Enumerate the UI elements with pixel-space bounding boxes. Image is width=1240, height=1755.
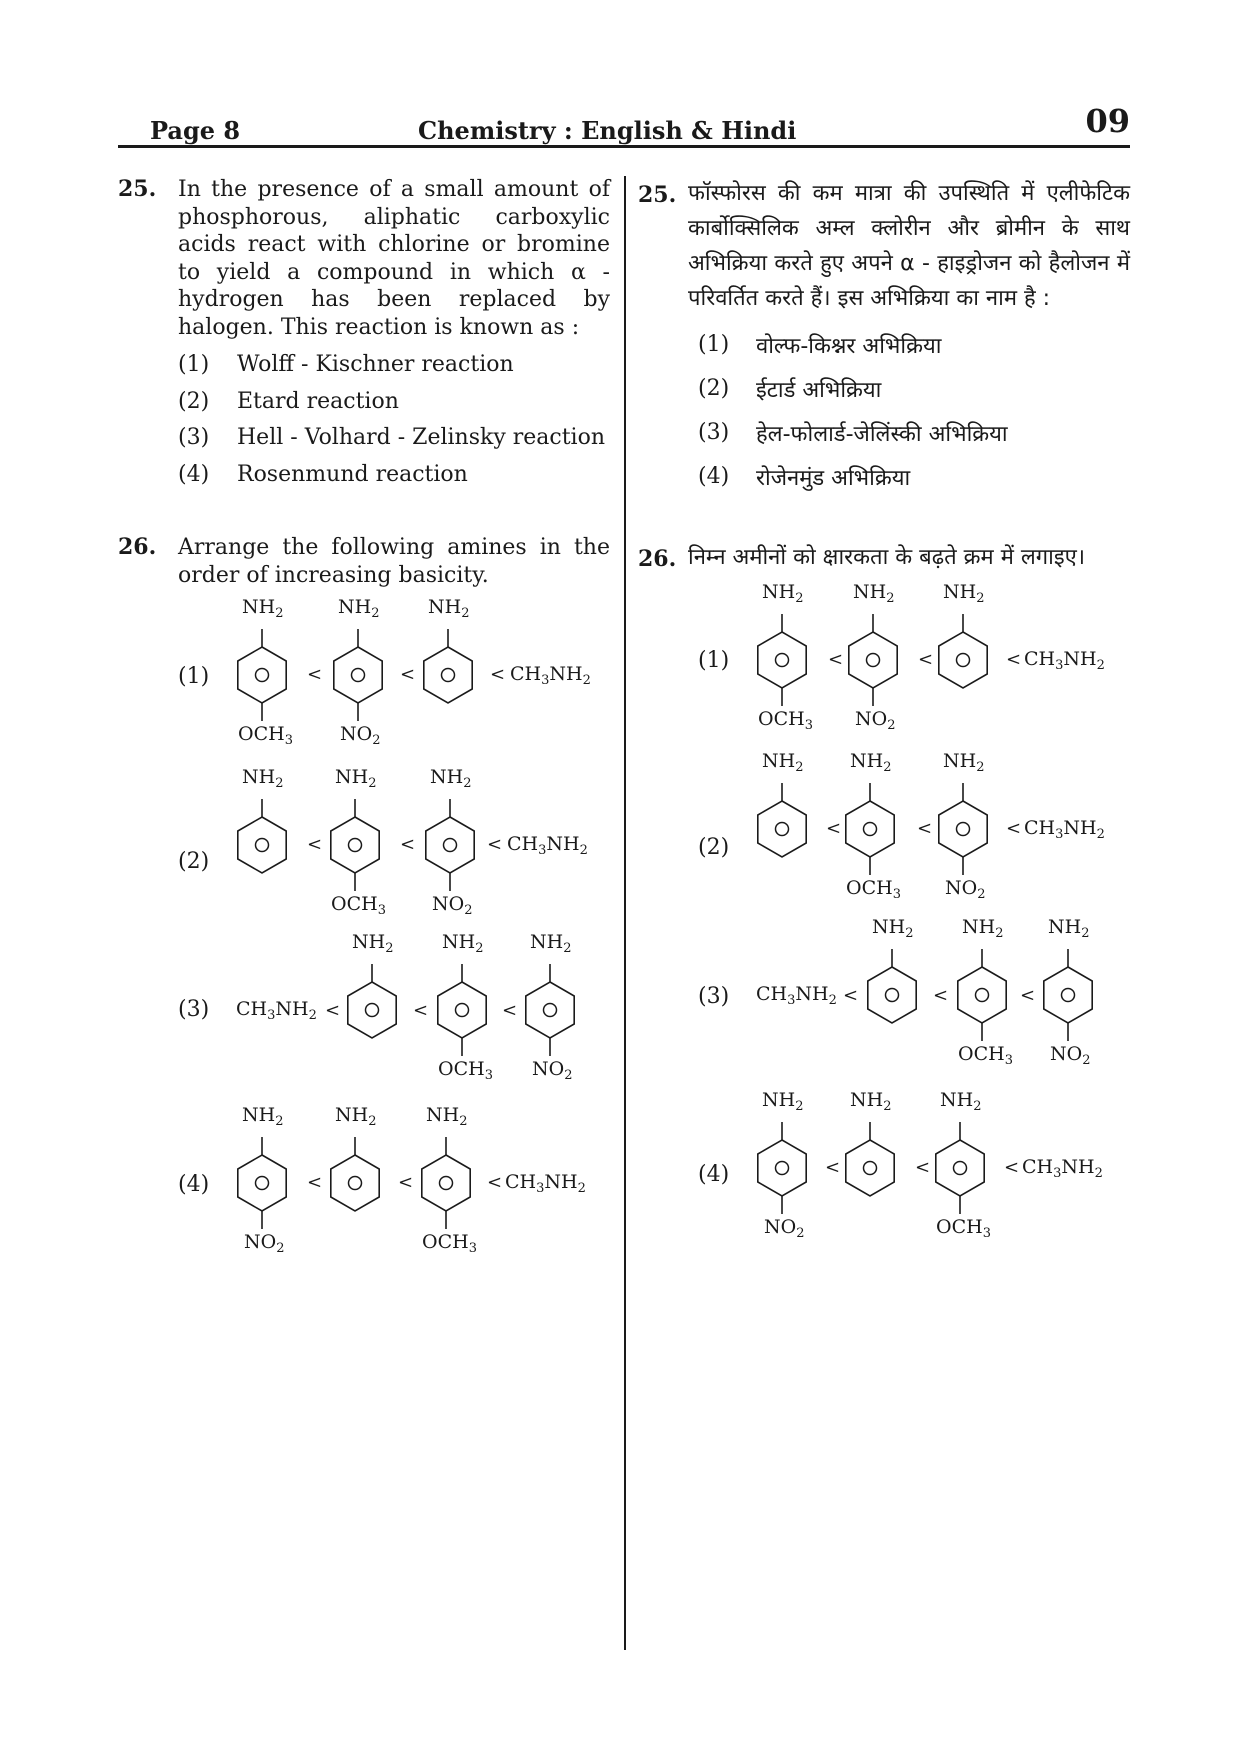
en-opt4-ring-1-nh2-label: $NH_2$ [242,1104,284,1129]
hi-q25-opt3-text: हेल-फोलार्ड-जेलिंस्की अभिक्रिया [756,422,1008,447]
en-opt3-ring-2-nh2-label: $NH_2$ [442,931,484,956]
en-q26-opt4-num: (4) [178,1172,210,1197]
hi-opt3-ring-1-nh2-label: $NH_2$ [872,916,914,941]
en-q25-opt1-text: Wolff - Kischner reaction [237,352,514,377]
en-opt2-ring-3-nh2-label: $NH_2$ [430,766,472,791]
hi-opt4-methylamine: $CH_3NH_2$ [1022,1156,1103,1181]
en-q25-opt2-text: Etard reaction [237,389,399,414]
en-opt3-ring-2-och3-label: $OCH_3$ [438,1058,493,1083]
en-opt2-less-than-1: < [307,834,323,855]
en-q25-opt3-text: Hell - Volhard - Zelinsky reaction [237,425,606,450]
en-opt3-less-than-3: < [502,1000,518,1021]
hexagon-ring [238,647,286,703]
en-opt1-less-than-3: < [490,664,506,685]
page-header [118,102,1130,148]
aromatic-circle [954,1162,967,1175]
hi-q25-opt2-num: (2) [698,376,730,401]
hi-opt1-methylamine: $CH_3NH_2$ [1024,648,1105,673]
hexagon-ring [422,1155,470,1211]
hexagon-ring [936,1140,984,1196]
hexagon-ring [238,817,286,873]
en-opt3-ring-3-no2-label: $NO_2$ [532,1058,573,1083]
hi-opt3-ring-2 [942,930,1022,1060]
hi-opt2-ring-1-nh2-label: $NH_2$ [762,750,804,775]
aromatic-circle [1062,989,1075,1002]
en-opt2-methylamine: $CH_3NH_2$ [507,833,588,858]
hexagon-ring [426,817,474,873]
en-opt1-ring-3 [408,610,488,740]
hi-opt2-less-than-2: < [917,818,933,839]
en-q25-opt1-num: (1) [178,352,210,377]
en-opt4-ring-2-nh2-label: $NH_2$ [335,1104,377,1129]
hi-opt1-ring-2-nh2-label: $NH_2$ [853,581,895,606]
aromatic-circle [256,839,269,852]
hi-opt3-ring-1 [852,930,932,1060]
hi-opt2-less-than-3: < [1006,818,1022,839]
en-q26-opt3-num: (3) [178,997,210,1022]
hi-opt1-ring-2-no2-label: $NO_2$ [855,708,896,733]
en-q25-number: 25. [118,176,157,202]
aromatic-circle [349,839,362,852]
hexagon-ring [1044,967,1092,1023]
hi-opt4-less-than-2: < [915,1157,931,1178]
en-opt3-ring-3 [510,945,590,1075]
en-opt2-ring-1 [222,780,302,910]
aromatic-circle [864,823,877,836]
hi-q25-opt4-text: रोजेनमुंड अभिक्रिया [756,466,911,491]
en-opt3-ring-3-nh2-label: $NH_2$ [530,931,572,956]
hi-opt2-less-than-1: < [826,818,842,839]
en-opt2-less-than-2: < [400,834,416,855]
hexagon-ring [758,801,806,857]
hexagon-ring [334,647,382,703]
hi-opt1-ring-1 [742,595,822,725]
en-opt4-ring-3-och3-label: $OCH_3$ [422,1231,477,1256]
hi-opt3-ring-2-nh2-label: $NH_2$ [962,916,1004,941]
en-opt4-ring-2 [315,1118,395,1248]
aromatic-circle [366,1004,379,1017]
en-opt3-less-than-1: < [325,1000,341,1021]
hi-opt3-ring-3 [1028,930,1108,1060]
hi-opt2-ring-2-nh2-label: $NH_2$ [850,750,892,775]
hi-q25-opt4-num: (4) [698,464,730,489]
aromatic-circle [440,1177,453,1190]
aromatic-circle [867,654,880,667]
hexagon-ring [846,801,894,857]
en-opt4-less-than-2: < [398,1172,414,1193]
hi-opt1-less-than-3: < [1006,649,1022,670]
hi-opt3-less-than-1: < [843,985,859,1006]
hi-opt1-ring-3-nh2-label: $NH_2$ [943,581,985,606]
hi-opt4-ring-2 [830,1103,910,1233]
en-opt4-ring-1 [222,1118,302,1248]
hi-opt1-ring-1-och3-label: $OCH_3$ [758,708,813,733]
hi-opt4-less-than-3: < [1004,1157,1020,1178]
hi-opt3-ring-3-nh2-label: $NH_2$ [1048,916,1090,941]
en-q26-opt1-num: (1) [178,664,210,689]
hexagon-ring [348,982,396,1038]
aromatic-circle [776,823,789,836]
hi-q26-opt1-num: (1) [698,648,730,673]
hi-opt2-ring-1 [742,764,822,894]
hi-q25-opt2-text: ईटार्ड अभिक्रिया [756,378,882,403]
subject-title: Chemistry : English & Hindi [418,116,797,145]
hexagon-ring [868,967,916,1023]
en-opt4-less-than-3: < [487,1172,503,1193]
hexagon-ring [758,632,806,688]
hexagon-ring [958,967,1006,1023]
en-opt1-less-than-1: < [307,664,323,685]
hexagon-ring [939,801,987,857]
hi-q25-stem: फॉस्फोरस की कम मात्रा की उपस्थिति में एलीफेटिक कार्बोक्सिलिक अम्ल क्लोरीन और ब्रोमीन के साथ अभिक्रिया करते हुए अपने α - हाइड्रोजन को हैलोजन में परिवर्तित करते हैं। इस अभिक्रिया का नाम है : [688,181,1130,311]
hi-q25-opt3-num: (3) [698,420,730,445]
hexagon-ring [849,632,897,688]
hi-opt3-less-than-3: < [1020,985,1036,1006]
hi-opt2-methylamine: $CH_3NH_2$ [1024,817,1105,842]
aromatic-circle [442,669,455,682]
en-opt4-methylamine: $CH_3NH_2$ [505,1171,586,1196]
hi-opt4-less-than-1: < [825,1157,841,1178]
en-q25-opt4-num: (4) [178,462,210,487]
en-opt4-ring-1-no2-label: $NO_2$ [244,1231,285,1256]
hi-opt4-ring-1 [742,1103,822,1233]
en-opt3-ring-1 [332,945,412,1075]
hexagon-ring [939,632,987,688]
header-rule [118,145,1130,148]
en-opt3-ring-2 [422,945,502,1075]
hi-q25-opt1-text: वोल्फ-किश्नर अभिक्रिया [756,334,942,359]
en-opt1-ring-2 [318,610,398,740]
en-q25-opt3-num: (3) [178,425,210,450]
hi-opt1-ring-3 [923,595,1003,725]
hexagon-ring [526,982,574,1038]
en-opt3-ring-1-nh2-label: $NH_2$ [352,931,394,956]
hi-q26-number: 26. [638,546,677,572]
paper-code: 09 [1085,102,1130,140]
hexagon-ring [238,1155,286,1211]
aromatic-circle [352,669,365,682]
hi-opt2-ring-3-no2-label: $NO_2$ [945,877,986,902]
aromatic-circle [976,989,989,1002]
en-q25-opt4-text: Rosenmund reaction [237,462,468,487]
hi-opt3-methylamine: $CH_3NH_2$ [756,983,837,1008]
en-q26-opt2-num: (2) [178,849,210,874]
hi-opt1-less-than-1: < [828,649,844,670]
aromatic-circle [776,1162,789,1175]
en-opt1-ring-1-nh2-label: $NH_2$ [242,596,284,621]
hi-q25-number: 25. [638,182,677,208]
en-opt2-ring-2-nh2-label: $NH_2$ [335,766,377,791]
en-opt2-ring-3 [410,780,490,910]
aromatic-circle [886,989,899,1002]
hi-opt4-ring-3 [920,1103,1000,1233]
en-opt1-ring-1 [222,610,302,740]
en-q26-stem: Arrange the following amines in the order of increasing basicity. [178,535,610,588]
hi-q26-opt4-num: (4) [698,1162,730,1187]
en-opt3-methylamine: $CH_3NH_2$ [236,998,317,1023]
en-opt4-ring-3 [406,1118,486,1248]
hi-opt4-ring-1-no2-label: $NO_2$ [764,1216,805,1241]
aromatic-circle [456,1004,469,1017]
hi-opt1-ring-1-nh2-label: $NH_2$ [762,581,804,606]
aromatic-circle [349,1177,362,1190]
en-opt1-methylamine: $CH_3NH_2$ [510,663,591,688]
hi-opt2-ring-2-och3-label: $OCH_3$ [846,877,901,902]
aromatic-circle [864,1162,877,1175]
en-opt2-ring-3-no2-label: $NO_2$ [432,893,473,918]
aromatic-circle [256,1177,269,1190]
en-q25-stem: In the presence of a small amount of phosphorous, aliphatic carboxylic acids react with chlorine or bromine to yield a compound in which α - hydrogen has been replaced by halogen. This reaction is known as : [178,177,610,340]
hi-q25-opt1-num: (1) [698,332,730,357]
hi-q26-stem: निम्न अमीनों को क्षारकता के बढ़ते क्रम में लगाइए। [688,545,1086,570]
aromatic-circle [544,1004,557,1017]
column-divider [624,176,626,1650]
hi-opt1-less-than-2: < [918,649,934,670]
en-opt4-ring-3-nh2-label: $NH_2$ [426,1104,468,1129]
en-q26-number: 26. [118,534,157,560]
aromatic-circle [256,669,269,682]
en-opt1-ring-3-nh2-label: $NH_2$ [428,596,470,621]
en-opt1-ring-2-nh2-label: $NH_2$ [338,596,380,621]
en-opt1-ring-2-no2-label: $NO_2$ [340,723,381,748]
aromatic-circle [957,823,970,836]
hexagon-ring [424,647,472,703]
en-opt2-ring-1-nh2-label: $NH_2$ [242,766,284,791]
en-opt4-less-than-1: < [307,1172,323,1193]
page-label: Page 8 [150,116,241,145]
en-opt1-less-than-2: < [400,664,416,685]
en-opt2-ring-2 [315,780,395,910]
en-opt2-less-than-3: < [487,834,503,855]
hi-q26-opt2-num: (2) [698,835,730,860]
en-opt3-less-than-2: < [413,1000,429,1021]
hi-opt4-ring-1-nh2-label: $NH_2$ [762,1089,804,1114]
en-opt1-ring-1-och3-label: $OCH_3$ [238,723,293,748]
hi-opt1-ring-2 [833,595,913,725]
hi-opt3-ring-3-no2-label: $NO_2$ [1050,1043,1091,1068]
aromatic-circle [957,654,970,667]
hi-opt4-ring-2-nh2-label: $NH_2$ [850,1089,892,1114]
hi-opt2-ring-3-nh2-label: $NH_2$ [943,750,985,775]
aromatic-circle [776,654,789,667]
hi-opt2-ring-2 [830,764,910,894]
hi-opt4-ring-3-nh2-label: $NH_2$ [940,1089,982,1114]
en-opt2-ring-2-och3-label: $OCH_3$ [331,893,386,918]
aromatic-circle [444,839,457,852]
hi-opt3-ring-2-och3-label: $OCH_3$ [958,1043,1013,1068]
hexagon-ring [758,1140,806,1196]
hexagon-ring [331,817,379,873]
hi-opt2-ring-3 [923,764,1003,894]
hi-opt3-less-than-2: < [933,985,949,1006]
hi-opt4-ring-3-och3-label: $OCH_3$ [936,1216,991,1241]
hexagon-ring [438,982,486,1038]
hexagon-ring [846,1140,894,1196]
hi-q26-opt3-num: (3) [698,984,730,1009]
en-q25-opt2-num: (2) [178,389,210,414]
hexagon-ring [331,1155,379,1211]
